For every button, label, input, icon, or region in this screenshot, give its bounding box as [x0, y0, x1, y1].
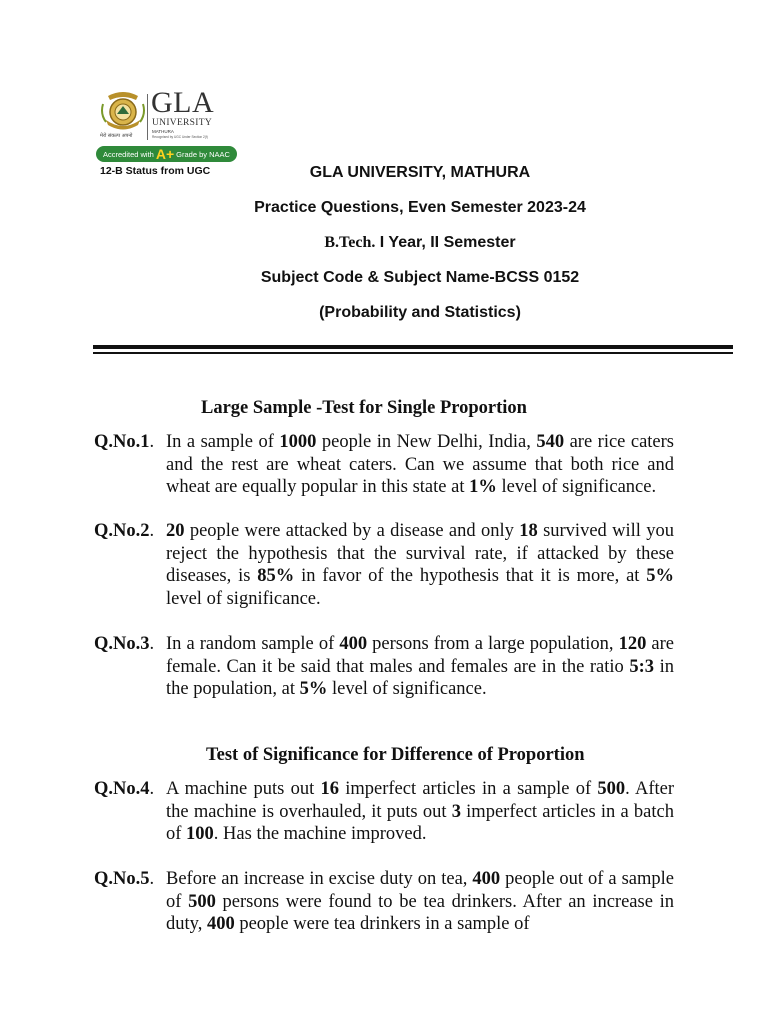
question-value: 1%	[469, 477, 497, 497]
header-subject-name: (Probability and Statistics)	[319, 304, 521, 321]
question-text-run: Before an increase in excise duty on tea,	[166, 869, 473, 889]
university-crest-icon	[100, 90, 146, 134]
header-university: GLA UNIVERSITY, MATHURA	[309, 164, 531, 181]
question-value: 5%	[299, 679, 328, 699]
question-text-run: survived will you reject the hypothesis that the survival rate, if attacked by these diseases, is	[166, 521, 674, 586]
logo-wordmark: GLA	[151, 86, 215, 119]
question-text-run: people out of a sample of	[166, 869, 674, 912]
question-value: 3	[451, 801, 461, 822]
question-text-run: people in New Delhi, India,	[316, 432, 537, 452]
section-title-difference-proportion: Test of Significance for Difference of Proportion	[206, 745, 585, 765]
question-text-run: In a sample of	[166, 432, 280, 452]
question-value: 1000	[279, 432, 317, 452]
question-value: 400	[339, 634, 368, 654]
question-value: 5:3	[629, 656, 655, 677]
logo-divider	[147, 94, 148, 140]
question-text-run: . After the machine is overhauled, it puts out	[166, 779, 675, 822]
question-text	[166, 778, 674, 846]
question-value: 18	[519, 521, 538, 541]
question-label: Q.No.3.	[94, 634, 155, 654]
naac-badge	[96, 146, 237, 162]
question-value: 5%	[646, 566, 675, 586]
header-course	[0, 234, 768, 252]
header-rule-thin	[93, 352, 733, 354]
question-text-run: level of significance.	[496, 477, 657, 497]
question-text-run: people were tea drinkers in a sample of	[234, 914, 530, 934]
question-label: Q.No.2.	[94, 521, 155, 541]
question-text-run: In a random sample of	[166, 634, 340, 654]
question-3	[94, 633, 674, 701]
logo-city-text: MATHURA	[152, 129, 174, 134]
question-text	[166, 868, 674, 936]
question-text	[166, 520, 674, 610]
header-practice: Practice Questions, Even Semester 2023-24	[254, 199, 586, 216]
question-value: 16	[320, 779, 339, 799]
question-value: 85%	[257, 566, 295, 586]
question-5	[94, 868, 674, 936]
question-2	[94, 520, 674, 610]
question-text-run: imperfect articles in a batch of	[166, 801, 674, 844]
question-text-run: A machine puts out	[166, 779, 321, 799]
logo-motto: मेरो संकल्प अपनो	[100, 133, 133, 139]
question-value: 500	[597, 779, 626, 799]
question-label: Q.No.5.	[94, 869, 155, 889]
question-text-run: . Has the machine improved.	[213, 824, 427, 844]
naac-grade: A+	[155, 146, 175, 162]
question-value: 400	[206, 914, 235, 934]
logo-recognition-text: Recognised by UGC Under Section 2(f)	[152, 135, 208, 139]
question-1	[94, 431, 674, 499]
question-text-run: are female. Can it be said that males and females are in the ratio	[166, 634, 674, 677]
question-text-run: are rice caters and the rest are wheat caters. Can we assume that both rice and wheat are equally popular in this state at	[166, 432, 675, 497]
question-text-run: imperfect articles in a sample of	[338, 779, 598, 799]
header-course-degree: B.Tech.	[324, 234, 376, 251]
header-subject: Subject Code & Subject Name-BCSS 0152	[260, 269, 580, 286]
header-rule-thick	[93, 345, 733, 349]
question-text-run: people were attacked by a disease and only	[184, 521, 520, 541]
logo-university-text: UNIVERSITY	[152, 118, 212, 128]
question-value: 500	[188, 891, 216, 912]
ugc-status: 12-B Status from UGC	[100, 165, 211, 177]
question-value: 400	[472, 869, 501, 889]
question-value: 100	[186, 824, 214, 844]
question-4	[94, 778, 674, 846]
question-text-run: level of significance.	[327, 679, 487, 699]
question-value: 540	[536, 432, 565, 452]
question-text-run: persons from a large population,	[367, 634, 619, 654]
naac-prefix: Accredited with	[103, 149, 154, 159]
question-text-run: persons were found to be tea drinkers. After an increase in duty,	[166, 891, 674, 934]
question-text-run: in favor of the hypothesis that it is more, at	[294, 566, 647, 586]
question-text-run: in the population, at	[166, 656, 674, 699]
question-value: 120	[618, 634, 647, 654]
naac-suffix: Grade by NAAC	[176, 149, 230, 159]
question-value: 20	[166, 521, 185, 541]
question-label: Q.No.1.	[94, 432, 155, 452]
section-title-single-proportion: Large Sample -Test for Single Proportion	[201, 398, 527, 418]
question-text	[166, 633, 674, 701]
header-course-year: I Year, II Semester	[375, 234, 516, 251]
question-text	[166, 431, 674, 499]
question-text-run: level of significance.	[166, 588, 321, 609]
question-label: Q.No.4.	[94, 779, 155, 799]
